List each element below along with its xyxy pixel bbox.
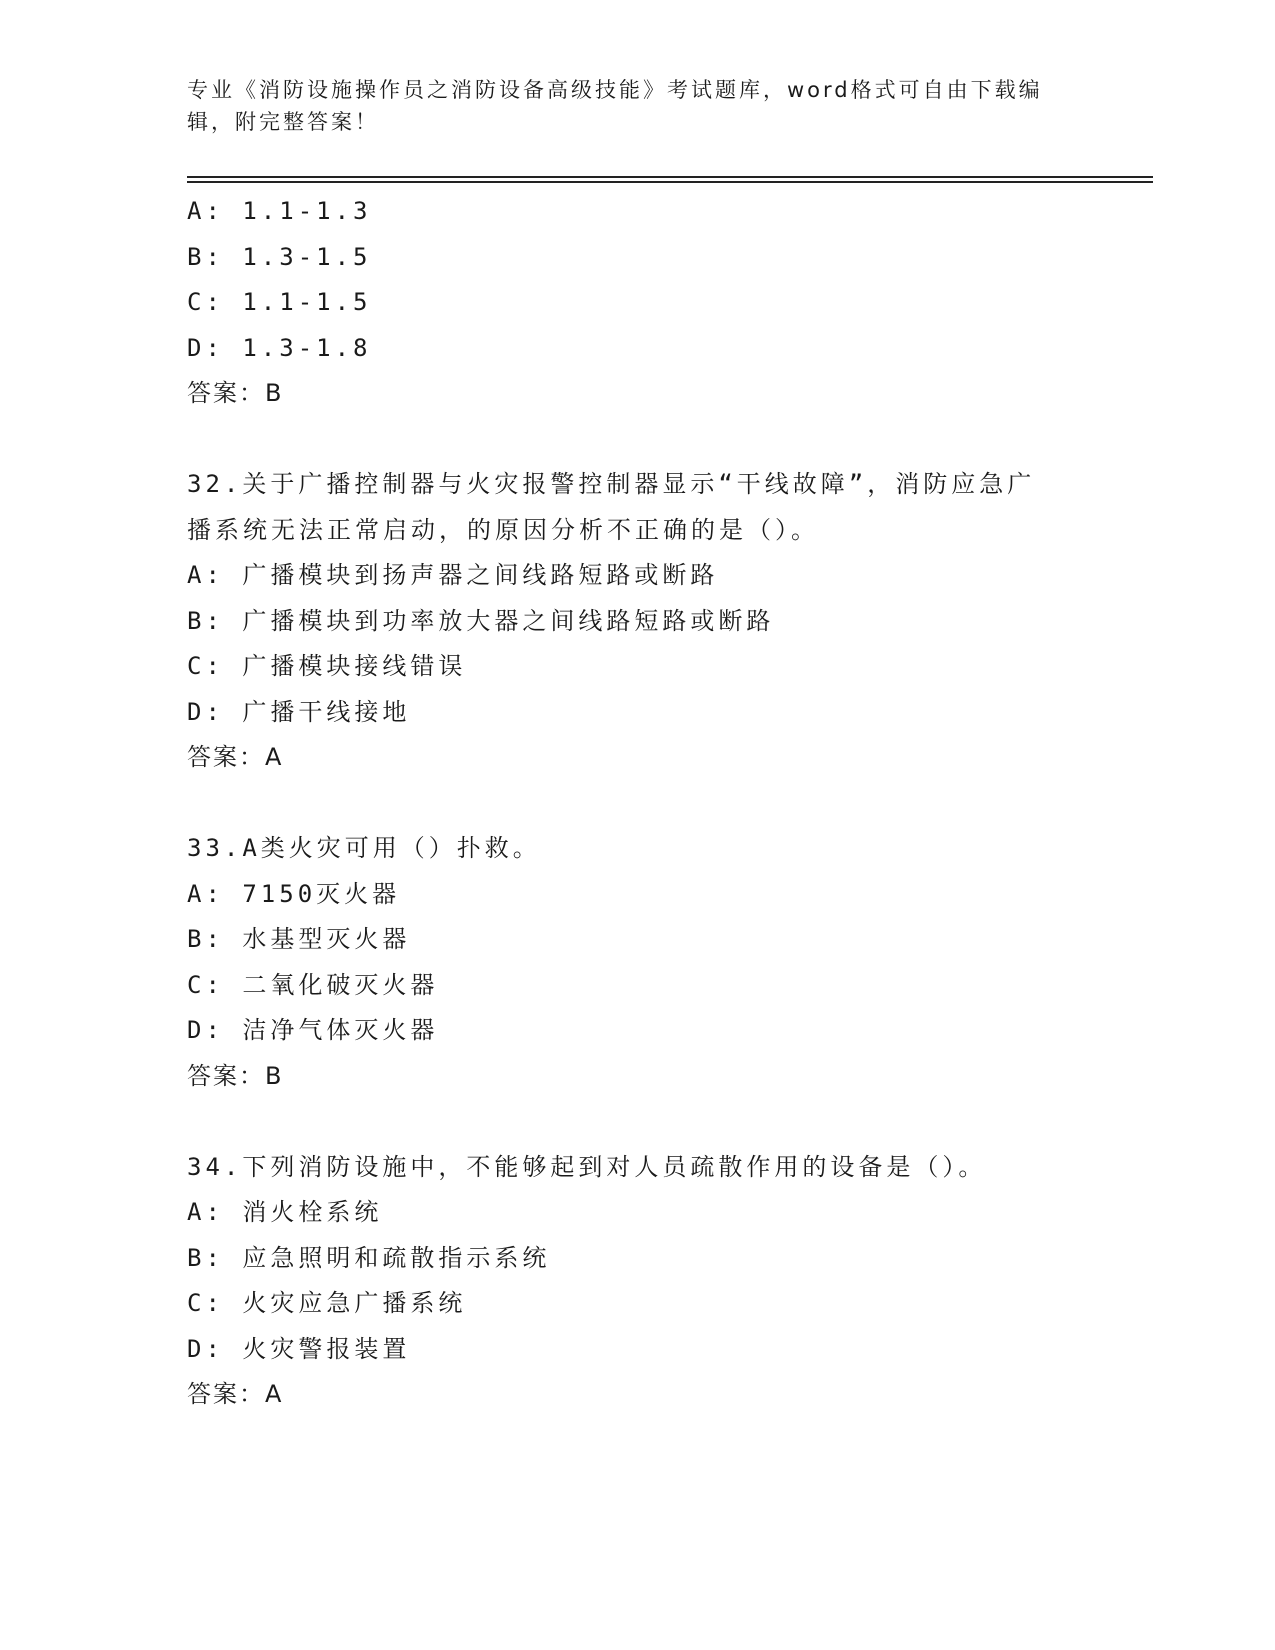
option-c: C: 1.1-1.5 (187, 288, 372, 316)
option-d: D: 洁净气体灭火器 (187, 1016, 439, 1044)
option-a: A: 消火栓系统 (187, 1198, 383, 1226)
question-text-line-1: 33.A类火灾可用（）扑救。 (187, 834, 541, 862)
document-header (187, 74, 1067, 138)
option-b: B: 广播模块到功率放大器之间线路短路或断路 (187, 606, 775, 635)
option-c: C: 火灾应急广播系统 (187, 1289, 467, 1317)
answer-line: 答案：A (187, 1380, 284, 1408)
option-a: A: 广播模块到扬声器之间线路短路或断路 (187, 561, 719, 589)
option-c: C: 二氧化破灭火器 (187, 970, 439, 999)
question-text-line-1: 34.下列消防设施中，不能够起到对人员疏散作用的设备是（）。 (187, 1152, 987, 1181)
question-block (187, 189, 1107, 417)
option-c: C: 广播模块接线错误 (187, 652, 467, 680)
option-a: A: 1.1-1.3 (187, 197, 372, 225)
option-d: D: 广播干线接地 (187, 697, 411, 726)
block-spacer (187, 781, 1107, 827)
question-block (187, 462, 1107, 781)
option-b: B: 1.3-1.5 (187, 242, 372, 271)
option-d: D: 1.3-1.8 (187, 333, 372, 362)
block-spacer (187, 417, 1107, 463)
option-b: B: 水基型灭火器 (187, 925, 411, 953)
option-a: A: 7150灭火器 (187, 879, 401, 908)
question-list (187, 189, 1107, 1418)
question-text-line-1: 32.关于广播控制器与火灾报警控制器显示“干线故障”，消防应急广 (187, 470, 1036, 498)
question-block (187, 826, 1107, 1099)
answer-line: 答案：B (187, 1061, 284, 1090)
answer-line: 答案：A (187, 743, 284, 771)
question-text-line-2: 播系统无法正常启动，的原因分析不正确的是（）。 (187, 515, 819, 544)
header-divider-bottom (187, 181, 1153, 183)
header-line-1: 专业《消防设施操作员之消防设备高级技能》考试题库，word格式可自由下载编 (187, 78, 1043, 102)
option-b: B: 应急照明和疏散指示系统 (187, 1243, 551, 1272)
question-block (187, 1145, 1107, 1418)
option-d: D: 火灾警报装置 (187, 1334, 411, 1363)
header-line-2: 辑，附完整答案！ (187, 110, 379, 134)
answer-line: 答案：B (187, 379, 284, 407)
header-divider-top (187, 176, 1153, 178)
block-spacer (187, 1099, 1107, 1145)
